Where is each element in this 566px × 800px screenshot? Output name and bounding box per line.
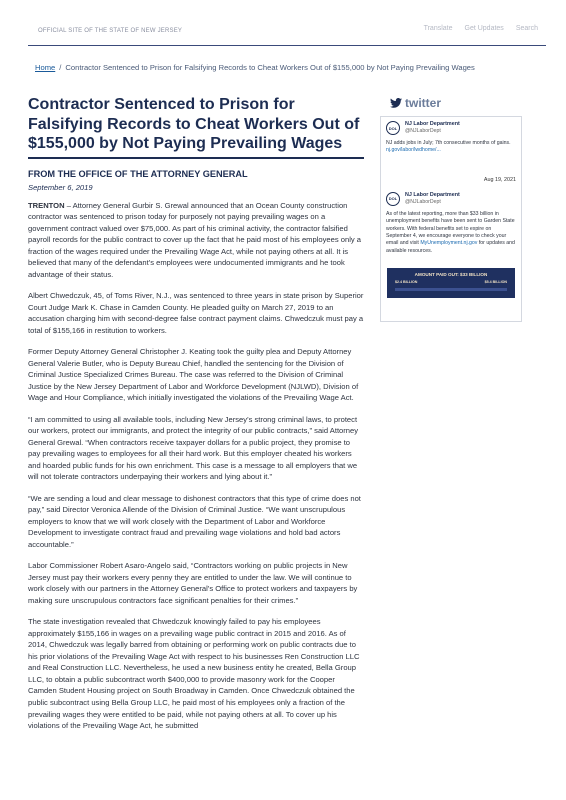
article-paragraph: Albert Chwedczuk, 45, of Toms River, N.J., was sentenced to three years in state prison by Superior Court Judge Mark K. Chase in Camden County. He pleaded guilty on March 27, 2019 to an accusation charging him with second-degree false contract payment claims. Chwedczuk must pay a total of $155,166 in restitution to workers. [28,291,364,335]
article-paragraph: The state investigation revealed that Chwedczuk knowingly failed to pay his employees approximately $155,166 in wages on a prevailing wage public contract in 2015 and 2016. As of 2014, Chwedczuk was legally barred from obtaining or performing work on public contracts due to his prior violations of the Prevailing Wage Act with respect to his businesses Ren Construction LLC and Real Construction LLC. Nevertheless, he used a new business entity he created, Bella Group LLC, to obtain a public subcontract worth $400,000 to provide masonry work for the Cooper Camden Student Housing project on South Broadway in Camden. Once Chwedczuk obtained the public subcontract using Bella Group LLC, he paid most of his employees only a fraction of the prevailing wages they were entitled to be paid, while not paying others at all. To cover up his violations of the Prevailing Wage Act, he submitted [28,616,360,731]
infographic-left-amount: $2.4 BILLION [395,280,418,285]
infographic-title: AMOUNT PAID OUT: $33 BILLION [414,272,488,278]
tweet-link[interactable]: MyUnemployment.nj.gov [420,240,478,247]
page-title: Contractor Sentenced to Prison for Falsifying Records to Cheat Workers Out of $155,000 by Not Paying Prevailing Wages [28,96,360,152]
title-divider [28,157,364,159]
top-nav [424,25,538,32]
site-header [0,0,566,46]
tweet[interactable] [381,188,521,260]
tweet-author-handle[interactable]: @NJLaborDept [405,128,441,134]
breadcrumb-home-link[interactable]: Home [35,63,56,72]
tweet-author-name[interactable]: NJ Labor Department [405,121,460,127]
article-paragraph: “We are sending a loud and clear message to dishonest contractors that this type of crime does not pay,” said Director Veronica Allende of the Division of Criminal Justice. “We want unscrupulous employers to know that we will work closely with the Department of Labor and Workforce Development to investigate contract fraud and prevailing wage violations and hold bad actors accountable.” [28,493,361,549]
article-paragraph: Labor Commissioner Robert Asaro-Angelo said, “Contractors working on public projects in New Jersey must pay their workers every penny they are entitled to under the law. We will continue to work closely with our partners in the Attorney General’s Office to protect workers and taxpayers by making sure unscrupulous contractors face significant penalties for their crimes.” [28,561,358,605]
tweet-author-name[interactable]: NJ Labor Department [405,191,460,198]
tweet-author-handle[interactable]: @NJLaborDept [405,198,441,205]
header-divider [28,45,546,46]
avatar[interactable]: DOL [386,192,400,206]
tweet-author [405,192,460,206]
search-link[interactable]: Search [515,25,538,32]
avatar[interactable]: DOL [386,121,400,135]
breadcrumb [35,63,475,72]
breadcrumb-current: Contractor Sentenced to Prison for Falsifying Records to Cheat Workers Out of $155,000 by Not Paying Prevailing Wages [65,63,475,72]
twitter-header [390,96,522,110]
article-paragraph: TRENTON – Attorney General Gurbir S. Grewal announced that an Ocean County construction contractor was sentenced to prison today for purposely not paying prevailing wages on a government contract valued over $75,000. As part of his criminal activity, the contractor falsified payroll records for the public contract to cover up the fact that he paid most of his employees only a fraction of the wages required under the Prevailing Wage Act, while not paying others at all. It is believed that many of the defendant's employees were undocumented immigrants and he took advantage of their status. [28,200,362,280]
twitter-bird-icon [390,98,402,108]
article-paragraph: “I am committed to using all available tools, including New Jersey’s strong criminal laws, to protect our workers, protect our immigrants, and protect the integrity of our public contracts,” said Attorney General Grewal. “When contractors receive taxpayer dollars for a public project, they promise to pay prevailing wages to employees for all their hard work. But this employer cheated his workers and hoarded public funds for his own enrichment. This case is a message to all employers that we will not tolerate contractors underpaying their workers and lying about it.” [28,414,359,482]
infographic-right-amount: $5.4 BILLION [484,280,507,285]
infographic-bar [395,288,507,291]
tweet-header [386,121,516,135]
twitter-feed[interactable] [380,116,522,322]
official-site-label: OFFICIAL SITE OF THE STATE OF NEW JERSEY [38,28,183,34]
twitter-sidebar [380,96,522,322]
tweet-date[interactable]: Aug 19, 2021 [483,176,516,183]
tweet-author [405,121,460,135]
article-date: September 6, 2019 [28,182,93,192]
breadcrumb-separator: / [59,63,62,72]
dateline: TRENTON [28,200,65,210]
twitter-label: twitter [405,96,441,110]
tweet-text: NJ adds jobs in July; 7th consecutive months of gains. nj.gov/labor/lwdhome/... [386,140,511,154]
article-paragraph: Former Deputy Attorney General Christopher J. Keating took the guilty plea and Deputy Attorney General Valerie Butler, who is Deputy Bureau Chief, handled the sentencing for the Division of Criminal Justice Specialized Crimes Bureau. The case was referred to the Division of Criminal Justice by the New Jersey Department of Labor and Workforce Development (NJLWD), Division of Wage and Hour Compliance, which initially investigated the violations of the Prevailing Wage Act. [28,347,359,403]
translate-link[interactable]: Translate [423,25,453,32]
tweet[interactable] [381,117,521,188]
tweet-infographic[interactable] [387,268,515,298]
article-source: FROM THE OFFICE OF THE ATTORNEY GENERAL [28,168,248,179]
article [28,95,364,741]
article-body [28,200,364,732]
tweet-link[interactable]: nj.gov/labor/lwdhome/... [386,147,441,154]
tweet-text: As of the latest reporting, more than $33 billion in unemployment benefits have been sent to Garden State workers. With federal benefits set to expire on September 4, we encourage everyone to check your email and visit MyUnemployment.nj.gov for updates and available resources. [386,210,515,254]
tweet-header [386,192,516,206]
get-updates-link[interactable]: Get Updates [464,25,504,32]
